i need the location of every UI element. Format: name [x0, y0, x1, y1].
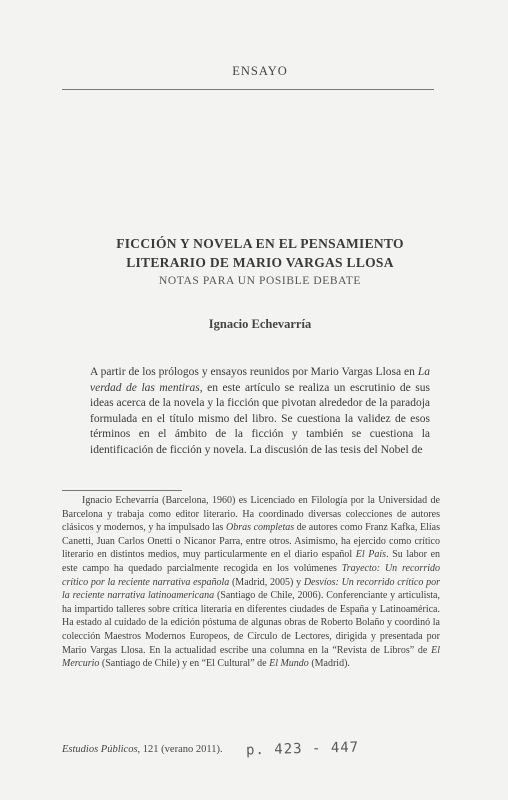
article-author: Ignacio Echevarría [208, 317, 312, 331]
journal-name: Estudios Públicos [62, 744, 138, 755]
article-title [60, 234, 460, 272]
footnote-italic: El Mercurio [62, 644, 440, 670]
abstract-book-title: La verdad de las mentiras [90, 366, 430, 394]
footnote-text: (Madrid, 2005) y [229, 576, 304, 588]
journal-footer [62, 744, 223, 755]
handwritten-page-range: p. 423 - 447 [245, 739, 360, 759]
footnote-text: de autores como Franz Kafka, Elías Canetti, Juan Carlos Onetti o Nicanor Parra, entre otros. Asimismo, ha ejercido como crítico literario en distintos medios, muy particularmente en el diario español [62, 522, 440, 561]
footnote-text: . Su labor en este campo ha quedado parcialmente recogida en los volúmenes [62, 549, 441, 574]
footnote-text: (Santiago de Chile, 2006). Conferenciante y articulista, ha impartido talleres sobre crítica literaria en diferentes ciudades de España y Latinoamérica. Ha estado al cuidado de la edición póstuma de algunas obras de Roberto Bolaño y coordinó la colección Maestros Modernos Europeos, de Círculo de Lectores, dirigida y presentada por Mario Vargas Llosa. En la actualidad escribe una columna en la “Revista de Libros” de [62, 590, 440, 656]
journal-issue: , 121 (verano 2011). [137, 744, 223, 755]
abstract-text-2: , en este artículo se realiza un escrutinio de sus ideas acerca de la novela y la ficción que pivotan alrededor de la paradoja formulada en el título mismo del libro. Se cuestiona la validez de esos términos en el ámbito de la ficción y también se cuestiona la identificación de ficción y novela. La discusión de las tesis del Nobel de [90, 381, 430, 456]
footnote-italic: Trayecto: Un recorrido crítico por la reciente narrativa española [62, 562, 440, 588]
footnote-italic: Desvíos: Un recorrido crítico por la reciente narrativa latinoamericana [62, 576, 440, 602]
title-line-1: FICCIÓN Y NOVELA EN EL PENSAMIENTO [116, 236, 404, 251]
title-line-2: LITERARIO DE MARIO VARGAS LLOSA [126, 255, 394, 270]
abstract-text-1: A partir de los prólogos y ensayos reunidos por Mario Vargas Llosa en [90, 366, 418, 378]
footnote-text: Ignacio Echevarría (Barcelona, 1960) es Licenciado en Filología por la Universidad de Barcelona y trabaja como editor literario. Ha coordinado diversas colecciones de autores clásicos y modernos, y ha impulsado las [62, 495, 440, 534]
author-footnote [62, 494, 440, 671]
section-label: ENSAYO [232, 64, 288, 78]
footnote-rule [62, 490, 182, 491]
footnote-italic: El País [355, 549, 387, 561]
footnote-italic: Obras completas [226, 522, 295, 534]
article-subtitle: NOTAS PARA UN POSIBLE DEBATE [158, 275, 362, 287]
footnote-italic: El Mundo [269, 658, 309, 670]
footnote-text: (Madrid). [308, 658, 350, 670]
header-rule [62, 89, 434, 90]
abstract [90, 365, 430, 459]
footnote-text: (Santiago de Chile) y en “El Cultural” de [99, 658, 270, 670]
